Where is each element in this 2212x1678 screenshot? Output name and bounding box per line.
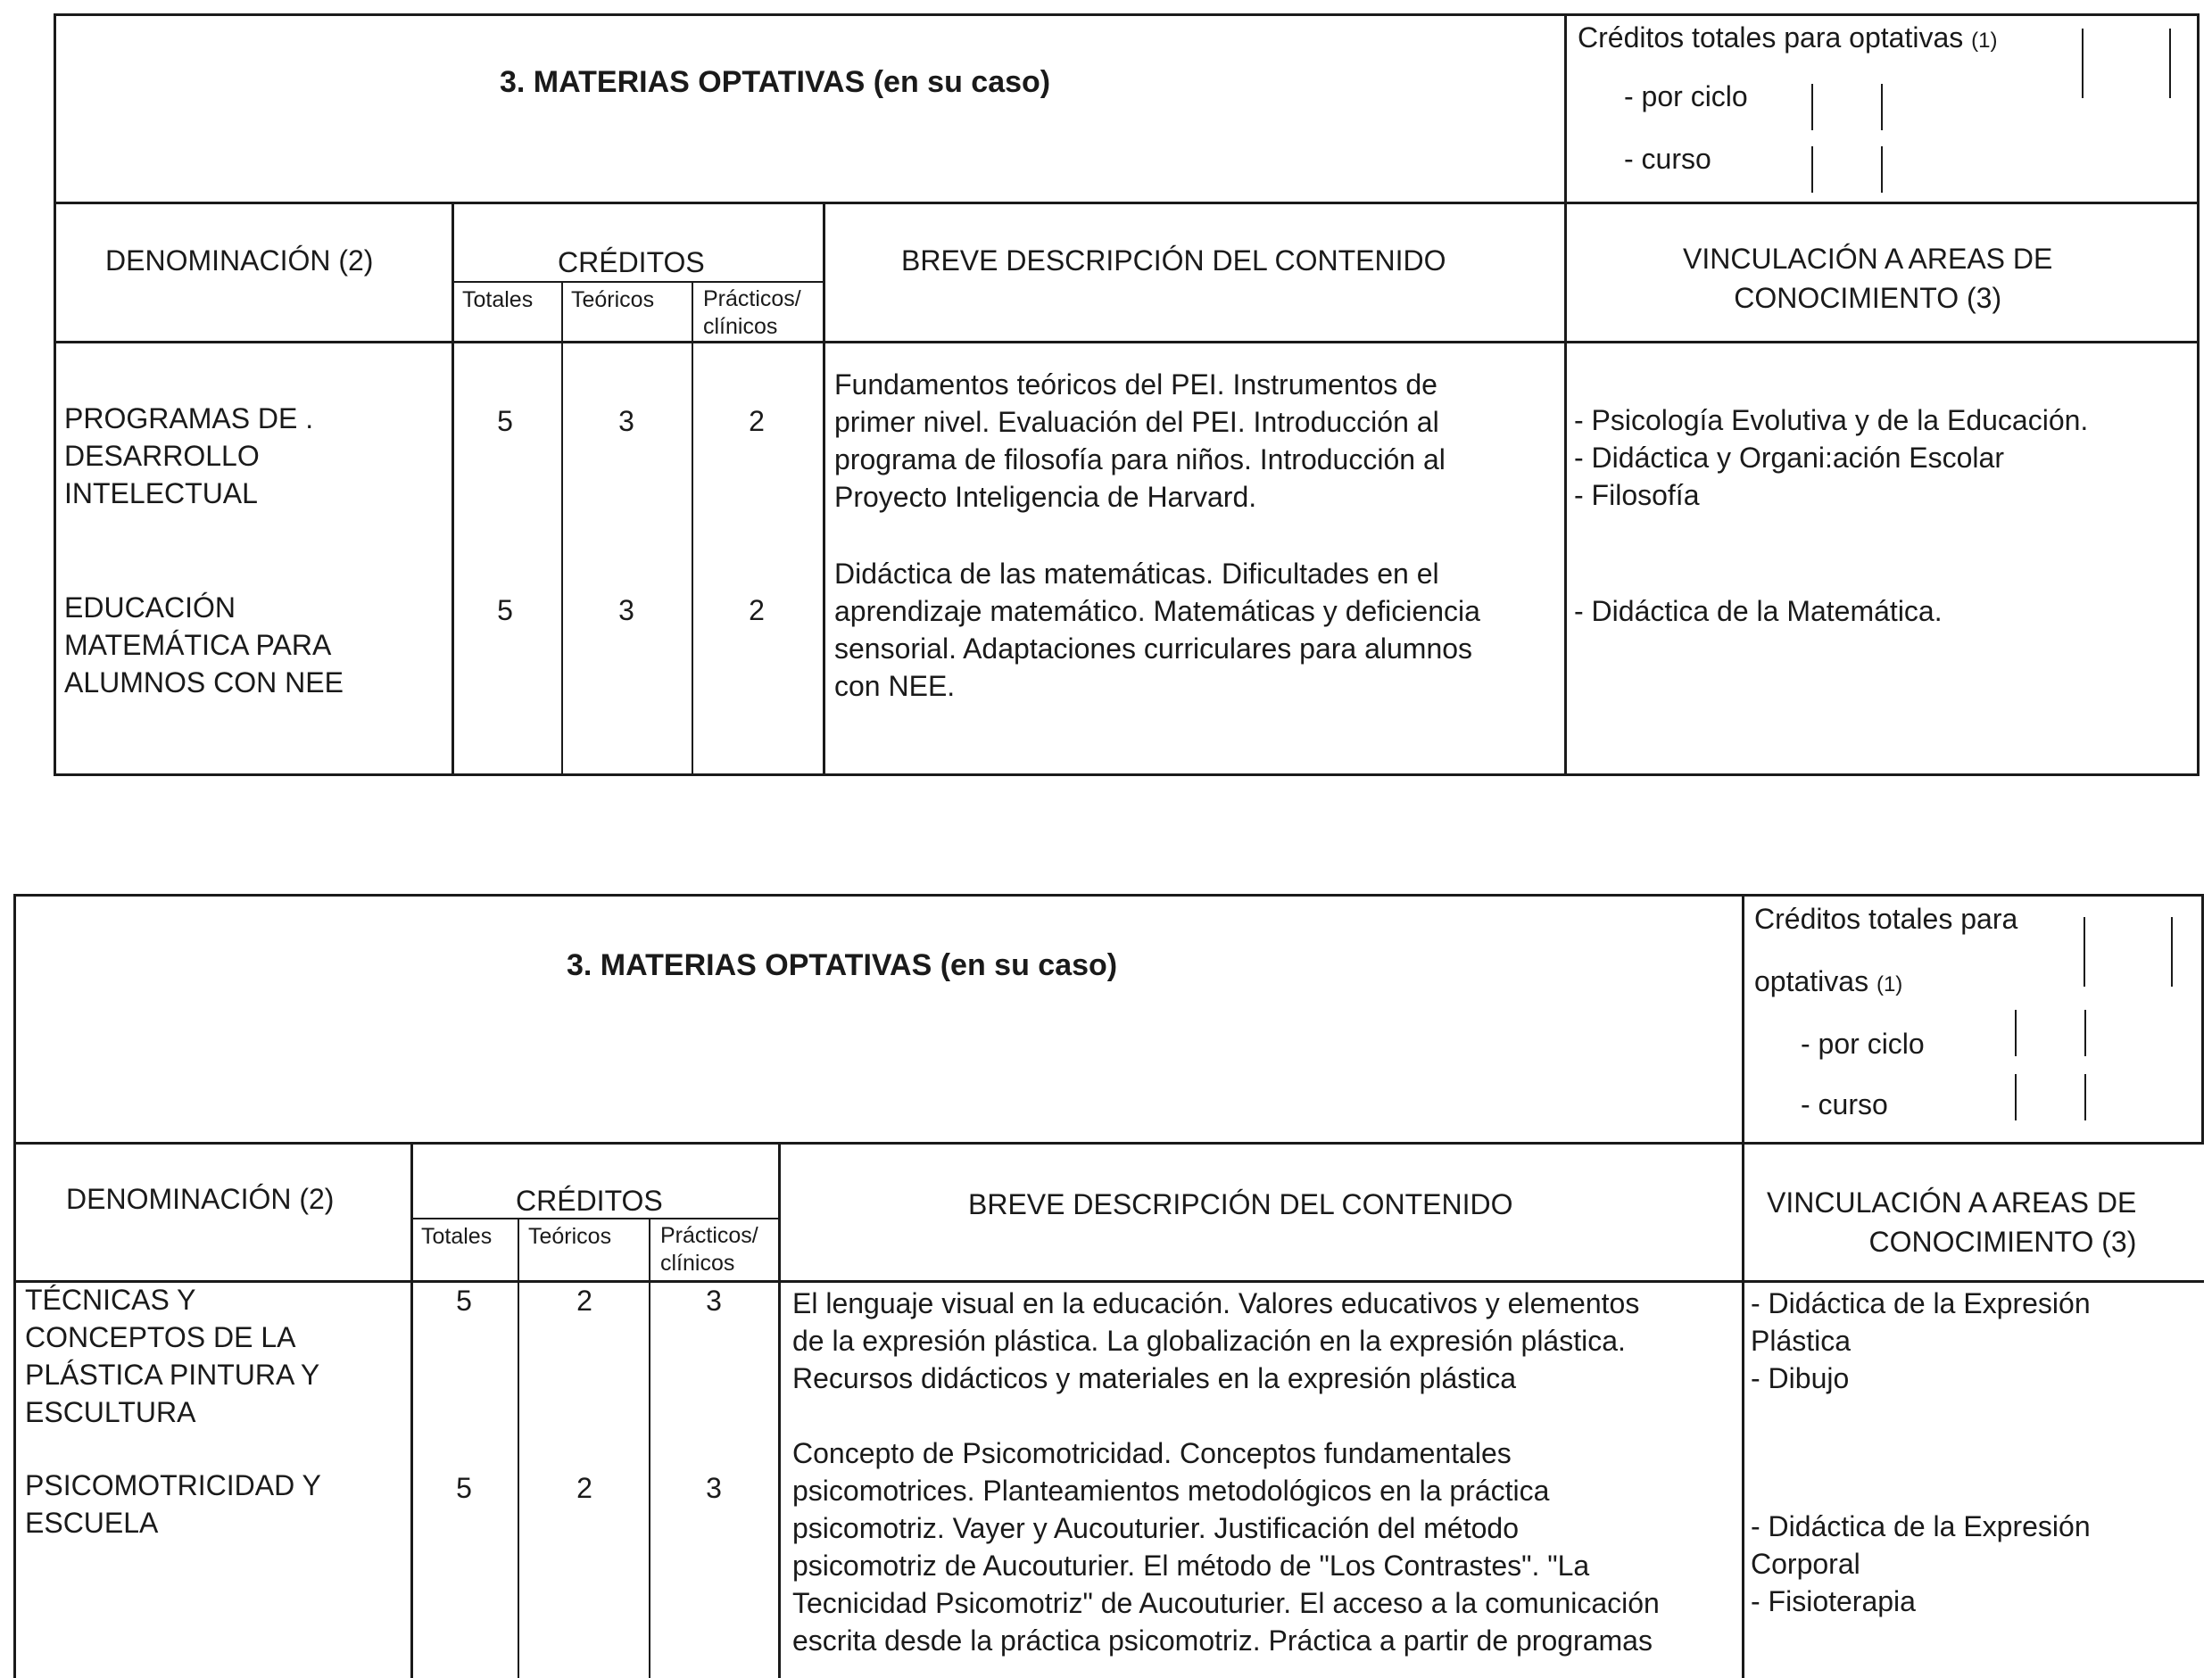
table-2-col-teoricos: Teóricos bbox=[528, 1224, 612, 1249]
table-1-vline-teo bbox=[561, 281, 563, 776]
table-1-colhead-divider bbox=[54, 341, 2200, 343]
table-1-creditos-totales-label: Créditos totales para optativas (1) bbox=[1578, 21, 1998, 54]
table-2-row-1-vinculacion: - Didáctica de la Expresión Plástica - Dibujo bbox=[1751, 1287, 2091, 1394]
table-1-row-2-descripcion: Didáctica de las matemáticas. Dificultades en el aprendizaje matemático. Matemáticas y deficiencia sensorial. Adaptaciones curriculares para alumnos con NEE. bbox=[834, 558, 1480, 702]
table-2-vline-desc bbox=[778, 1142, 781, 1678]
table-2-col-vinculacion: VINCULACIÓN A AREAS DE CONOCIMIENTO (3) bbox=[1767, 1186, 2137, 1258]
table-2-vline-cred bbox=[410, 1142, 413, 1678]
table-1-total-box[interactable] bbox=[2082, 29, 2171, 98]
table-2-creditos-totales-label-2: optativas (1) bbox=[1754, 965, 1903, 997]
table-2-vline-vinc bbox=[1742, 894, 1744, 1678]
table-2-col-practicos: Prácticos/ clínicos bbox=[660, 1223, 758, 1277]
table-2-vline-teo bbox=[518, 1218, 519, 1678]
table-1-row-1-vinculacion: - Psicología Evolutiva y de la Educación. - Didáctica y Organi:ación Escolar - Filosofía bbox=[1574, 404, 2089, 511]
table-1-curso-label: - curso bbox=[1624, 143, 1711, 175]
table-2-row-1-practicos: 3 bbox=[706, 1285, 722, 1317]
table-2-curso-label: - curso bbox=[1801, 1088, 1888, 1120]
table-1-row-2-denominacion: EDUCACIÓN MATEMÁTICA PARA ALUMNOS CON NEE bbox=[64, 591, 344, 698]
table-2-por-ciclo-box[interactable] bbox=[2015, 1010, 2086, 1056]
table-2-col-descripcion: BREVE DESCRIPCIÓN DEL CONTENIDO bbox=[968, 1188, 1513, 1220]
table-1-row-1-totales: 5 bbox=[497, 405, 513, 437]
table-2-header-divider bbox=[13, 1142, 2204, 1145]
table-2-right-border bbox=[2201, 894, 2204, 1143]
table-1-col-teoricos: Teóricos bbox=[571, 287, 655, 312]
table-2-por-ciclo-label: - por ciclo bbox=[1801, 1028, 1925, 1060]
table-2-curso-box[interactable] bbox=[2015, 1074, 2086, 1120]
table-1-header-divider bbox=[54, 202, 2200, 204]
table-1-row-1-teoricos: 3 bbox=[618, 405, 634, 437]
table-2-row-1-totales: 5 bbox=[456, 1285, 472, 1317]
table-2-row-1-descripcion: El lenguaje visual en la educación. Valores educativos y elementos de la expresión plástica. La globalización en la expresión plástica. Recursos didácticos y materiales en la expresión plástica bbox=[792, 1287, 1640, 1394]
table-2-vline-prac bbox=[649, 1218, 650, 1678]
table-2-total-box[interactable] bbox=[2084, 917, 2173, 987]
table-2-row-2-practicos: 3 bbox=[706, 1472, 722, 1504]
table-1-row-2-teoricos: 3 bbox=[618, 594, 634, 626]
table-1-row-1-practicos: 2 bbox=[749, 405, 765, 437]
table-2-creditos-totales-label: Créditos totales para bbox=[1754, 903, 2018, 935]
table-1-curso-box[interactable] bbox=[1811, 146, 1883, 193]
table-1-title: 3. MATERIAS OPTATIVAS (en su caso) bbox=[500, 65, 1051, 99]
table-1-col-denominacion: DENOMINACIÓN (2) bbox=[105, 244, 374, 277]
table-2-col-creditos: CRÉDITOS bbox=[516, 1185, 663, 1217]
table-2-title: 3. MATERIAS OPTATIVAS (en su caso) bbox=[567, 948, 1118, 982]
table-2-row-2-teoricos: 2 bbox=[576, 1472, 592, 1504]
table-2-row-1-teoricos: 2 bbox=[576, 1285, 592, 1317]
table-1-row-1-descripcion: Fundamentos teóricos del PEI. Instrumentos de primer nivel. Evaluación del PEI. Introducción al programa de filosofía para niños. Introducción al Proyecto Inteligencia de Harvard. bbox=[834, 368, 1446, 513]
table-1-vline-desc bbox=[823, 202, 825, 776]
table-1-vline-cred bbox=[452, 202, 454, 776]
table-2-col-denominacion: DENOMINACIÓN (2) bbox=[66, 1183, 335, 1215]
table-1-vline-vinc bbox=[1564, 13, 1567, 776]
table-1-vline-prac bbox=[692, 281, 693, 776]
table-2-top-border bbox=[13, 894, 2204, 897]
table-1-row-1-denominacion: PROGRAMAS DE . DESARROLLO INTELECTUAL bbox=[64, 402, 314, 509]
table-1-por-ciclo-box[interactable] bbox=[1811, 84, 1883, 130]
table-1-row-2-practicos: 2 bbox=[749, 594, 765, 626]
table-1-col-practicos: Prácticos/ clínicos bbox=[703, 286, 801, 340]
table-1-row-2-vinculacion: - Didáctica de la Matemática. bbox=[1574, 595, 1943, 627]
table-1-col-creditos: CRÉDITOS bbox=[558, 246, 705, 278]
table-1-col-descripcion: BREVE DESCRIPCIÓN DEL CONTENIDO bbox=[901, 244, 1446, 277]
table-2-colhead-divider bbox=[13, 1280, 2204, 1283]
table-2-left-border bbox=[13, 894, 16, 1678]
table-2-row-2-totales: 5 bbox=[456, 1472, 472, 1504]
table-2-row-1-denominacion: TÉCNICAS Y CONCEPTOS DE LA PLÁSTICA PINTURA Y ESCULTURA bbox=[25, 1284, 320, 1428]
table-1-col-vinculacion: VINCULACIÓN A AREAS DE CONOCIMIENTO (3) bbox=[1683, 243, 2053, 314]
table-2-row-2-vinculacion: - Didáctica de la Expresión Corporal - Fisioterapia bbox=[1751, 1510, 2091, 1617]
table-2-col-totales: Totales bbox=[421, 1224, 493, 1249]
table-1-por-ciclo-label: - por ciclo bbox=[1624, 80, 1748, 112]
table-2-row-2-denominacion: PSICOMOTRICIDAD Y ESCUELA bbox=[25, 1469, 321, 1539]
table-1-row-2-totales: 5 bbox=[497, 594, 513, 626]
table-2-row-2-descripcion: Concepto de Psicomotricidad. Conceptos fundamentales psicomotrices. Planteamientos metodológicos en la práctica psicomotriz. Vayer y Aucouturier. Justificación del método psicomotriz de Aucouturier. El método de "Los Contrastes". "La Tecnicidad Psicomotriz" de Aucouturier. El acceso a la comunicación escrita desde la práctica psicomotriz. Práctica a partir de programas bbox=[792, 1437, 1660, 1657]
table-1-col-totales: Totales bbox=[462, 287, 534, 312]
